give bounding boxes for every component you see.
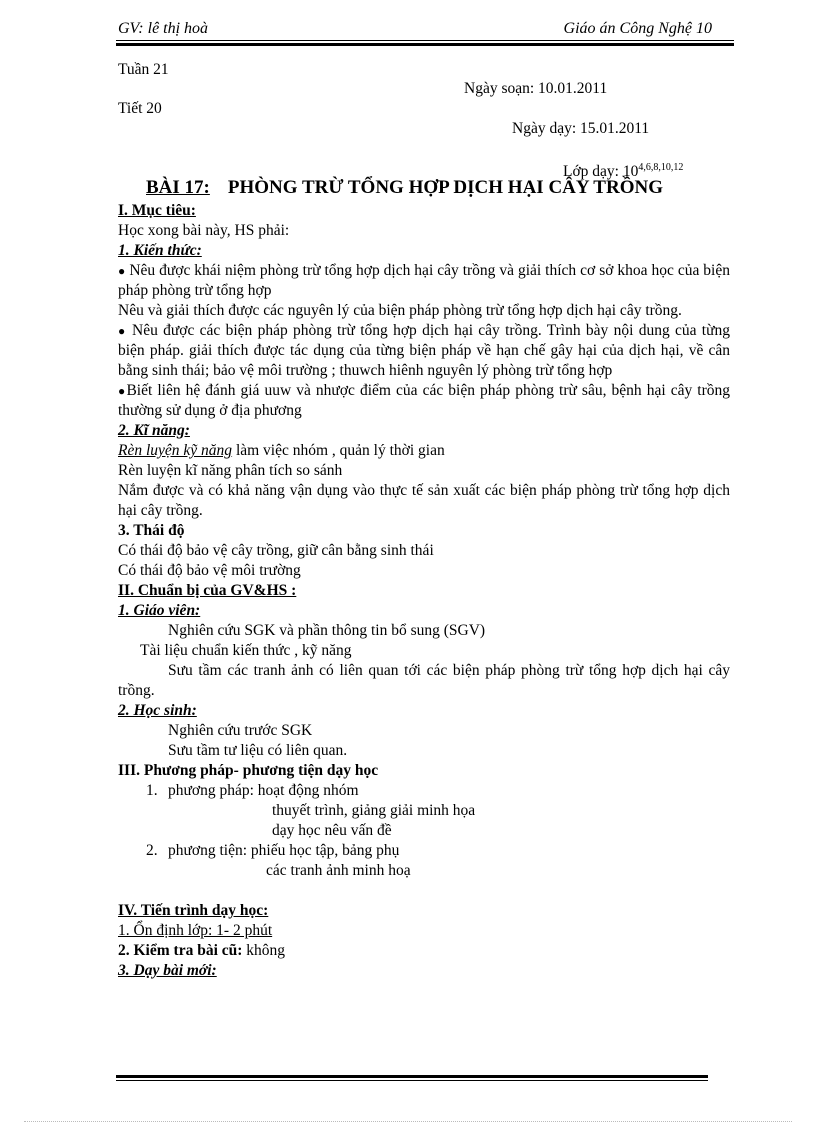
knowledge-item-2: Nêu và giải thích được các nguyên lý của biện pháp phòng trừ tổng hợp dịch hại cây trồng.	[118, 302, 682, 319]
method-item-2-num: 2.	[146, 842, 158, 859]
lesson-title-label: BÀI 17:	[146, 177, 210, 198]
section-2-heading: II. Chuẩn bị của GV&HS :	[118, 582, 297, 599]
knowledge-item-3	[118, 321, 730, 381]
skill-item-2: Rèn luyện kĩ năng phân tích so sánh	[118, 462, 343, 479]
knowledge-item-1-text: Nêu được khái niệm phòng trừ tổng hợp dịch hại cây trồng và giải thích cơ sở khoa học của biện pháp phòng trừ tổng hợp	[118, 262, 730, 299]
section-3-heading: III. Phương pháp- phương tiện dạy học	[118, 762, 379, 779]
method-item-2	[118, 841, 730, 861]
skill-item-1-label: Rèn luyện kỹ năng	[118, 442, 233, 459]
student-heading: 2. Học sinh:	[118, 702, 197, 719]
knowledge-item-1	[118, 261, 730, 301]
header-lesson-plan: Giáo án Công Nghệ 10	[563, 20, 712, 37]
prepared-date: Ngày soạn: 10.01.2011	[464, 80, 608, 97]
footer-rule-thin	[116, 1080, 708, 1081]
bullet-icon: ●	[118, 264, 126, 278]
class-sup: 4,6,8,10,12	[638, 162, 684, 173]
section-1-heading: I. Mục tiêu:	[118, 202, 196, 219]
skill-item-1-text: làm việc nhóm , quản lý thời gian	[232, 442, 445, 459]
procedure-item-1: 1. Ổn định lớp: 1- 2 phút	[118, 922, 273, 939]
teacher-item-2: Tài liệu chuẩn kiến thức , kỹ năng	[140, 642, 352, 659]
method-item-1-num: 1.	[146, 782, 158, 799]
skill-item-1	[118, 441, 730, 461]
knowledge-item-4-text: Biết liên hệ đánh giá uuw và nhược điểm của các biện pháp phòng trừ sâu, bệnh hại cây trồng thường sử dụng ở địa phương	[118, 382, 730, 419]
student-item-2: Sưu tầm tư liệu có liên quan.	[168, 742, 348, 759]
procedure-item-2	[118, 941, 730, 961]
method-item-1-text: phương pháp: hoạt động nhóm	[168, 782, 359, 799]
knowledge-item-4	[118, 381, 730, 421]
header-teacher: GV: lê thị hoà	[118, 20, 209, 37]
method-item-1b: thuyết trình, giảng giải minh họa	[272, 802, 476, 819]
taught-date: Ngày dạy: 15.01.2011	[512, 120, 650, 137]
lesson-title-text: PHÒNG TRỪ TỔNG HỢP DỊCH HẠI CÂY TRỒNG	[227, 177, 663, 198]
teacher-item-1: Nghiên cứu SGK và phần thông tin bổ sung (SGV)	[168, 622, 486, 639]
header-rule-thick	[116, 43, 734, 46]
method-item-1	[118, 781, 730, 801]
attitude-heading: 3. Thái độ	[118, 522, 185, 539]
method-item-2b: các tranh ảnh minh hoạ	[266, 862, 411, 879]
lesson-content	[118, 201, 730, 981]
attitude-item-1: Có thái độ bảo vệ cây trồng, giữ cân bằng sinh thái	[118, 542, 434, 559]
attitude-item-2: Có thái độ bảo vệ môi trường	[118, 562, 301, 579]
section-1-intro: Học xong bài này, HS phải:	[118, 222, 290, 239]
procedure-item-2-label: 2. Kiểm tra bài cũ:	[118, 942, 243, 959]
procedure-item-2-text: không	[242, 942, 286, 959]
bullet-icon: ●	[118, 324, 127, 338]
class-prefix: Lớp dạy: 10	[563, 163, 639, 181]
teacher-heading: 1. Giáo viên:	[118, 602, 201, 619]
teacher-item-3: Sưu tầm các tranh ảnh có liên quan tới các biện pháp phòng trừ tổng hợp dịch hại cây trồng.	[118, 662, 730, 699]
section-4-heading: IV. Tiến trình dạy học:	[118, 902, 269, 919]
spacer	[118, 881, 730, 901]
method-item-1c: dạy học nêu vấn đề	[272, 822, 392, 839]
procedure-item-3: 3. Dạy bài mới:	[118, 962, 217, 979]
knowledge-item-3-text: Nêu được các biện pháp phòng trừ tổng hợp dịch hại cây trồng. Trình bày nội dung của từng biện pháp. giải thích được tác dụng của từng biện pháp về hạn chế gây hại của dịch hại, về cân bằng sinh thái; bảo vệ môi trường ; thuwch hiênh nguyên lý phòng trừ tổng hợp	[118, 322, 731, 379]
week-label: Tuần 21	[118, 61, 169, 78]
knowledge-heading: 1. Kiến thức:	[118, 242, 202, 259]
lesson-title	[146, 177, 663, 199]
skill-item-3: Nắm được và có khả năng vận dụng vào thực tế sản xuất các biện pháp phòng trừ tổng hợp dịch hại cây trồng.	[118, 482, 730, 519]
skills-heading: 2. Kĩ năng:	[118, 422, 190, 439]
method-item-2-text: phương tiện: phiếu học tập, bảng phụ	[168, 842, 400, 859]
student-item-1: Nghiên cứu trước SGK	[168, 722, 313, 739]
footer-rule-thick	[116, 1075, 708, 1078]
page-bottom-edge	[24, 1121, 792, 1122]
period-label: Tiết 20	[118, 100, 162, 117]
bullet-icon: ●	[118, 384, 127, 398]
header-rule-thin	[116, 40, 734, 41]
